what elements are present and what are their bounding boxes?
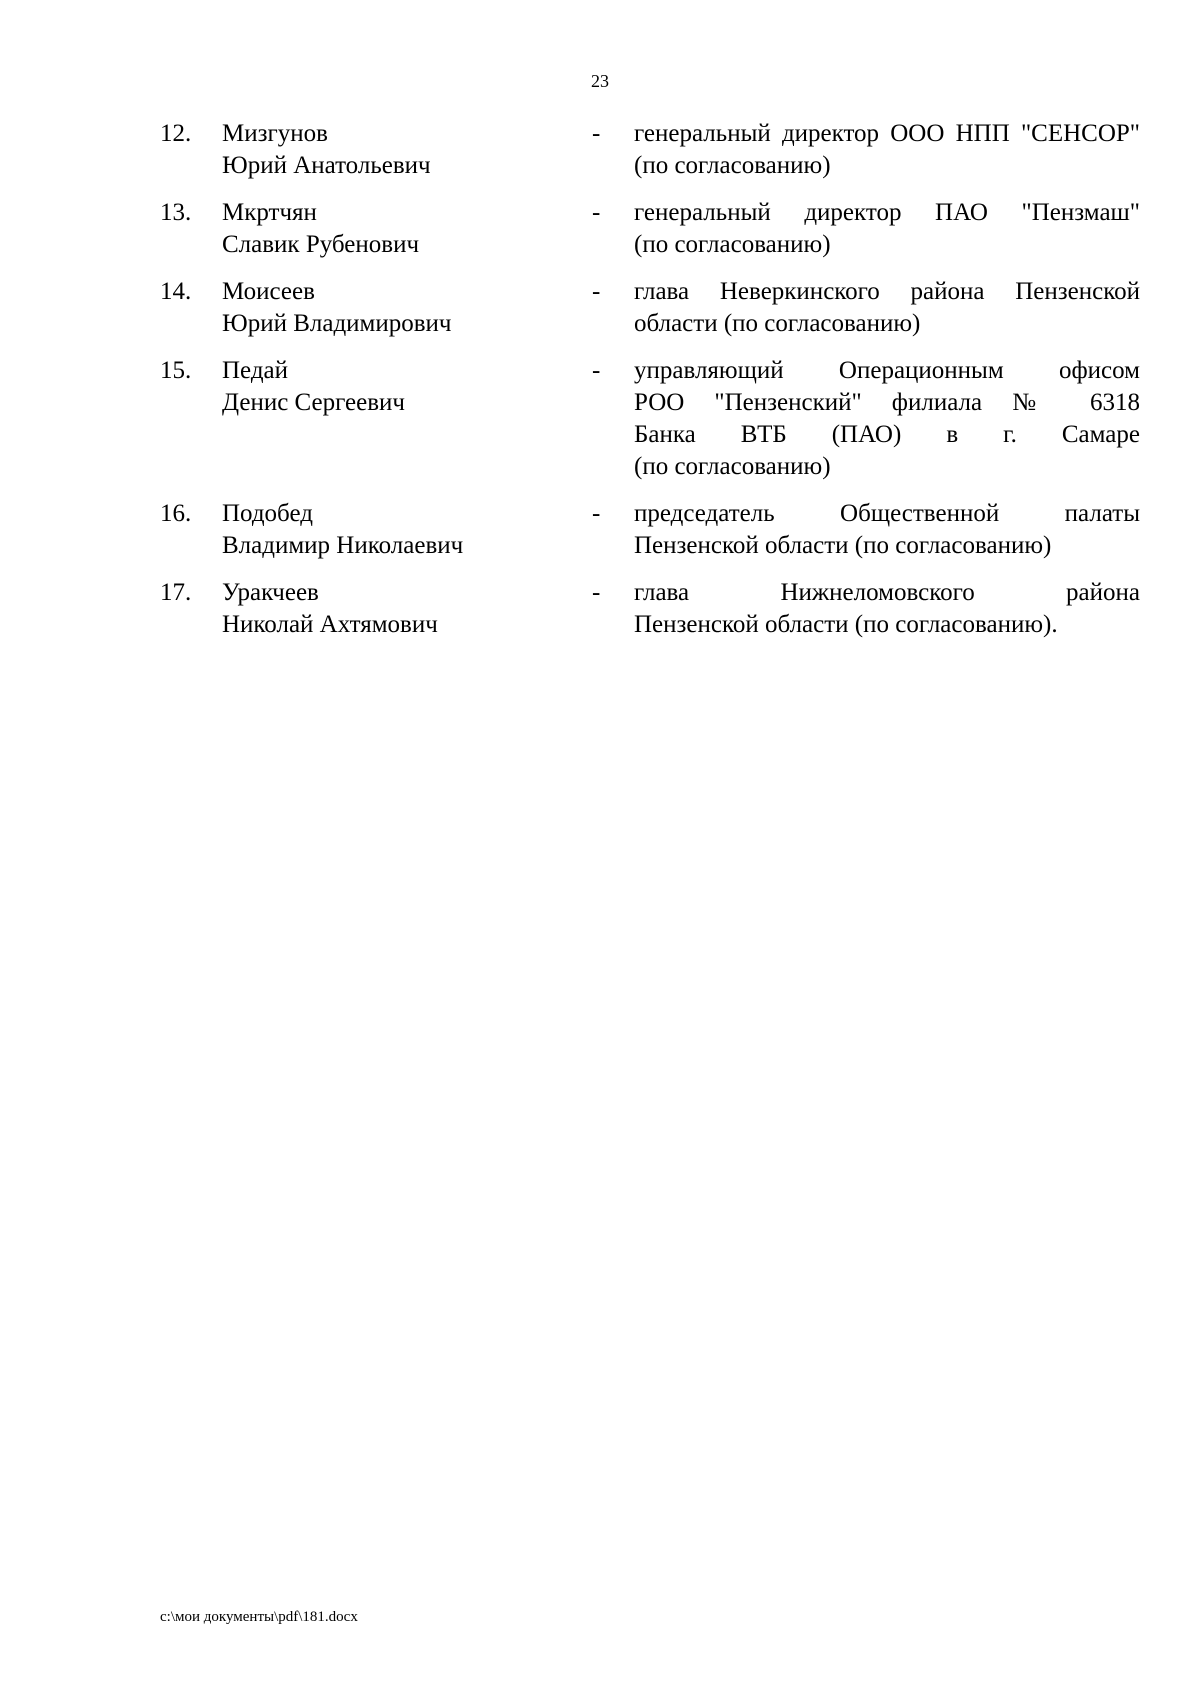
separator-dash: - <box>592 500 601 527</box>
list-item <box>160 498 1140 562</box>
list-item <box>160 276 1140 340</box>
role-line: (по согласованию) <box>634 152 831 179</box>
member-given-names: Денис Сергеевич <box>222 389 406 416</box>
member-given-names: Славик Рубенович <box>222 231 420 258</box>
member-name <box>222 577 592 641</box>
member-name <box>222 197 592 261</box>
role-line: (по согласованию) <box>634 453 831 480</box>
member-list <box>160 118 1140 656</box>
member-name <box>222 498 592 562</box>
role-line: управляющий Операционным офисом <box>634 357 1140 384</box>
member-role <box>634 118 1140 182</box>
role-line: Пензенской области (по согласованию) <box>634 532 1052 559</box>
member-role <box>634 197 1140 261</box>
member-surname: Подобед <box>222 500 313 527</box>
separator-dash: - <box>592 579 601 606</box>
list-item <box>160 118 1140 182</box>
member-given-names: Юрий Анатольевич <box>222 152 431 179</box>
role-line: генеральный директор ООО НПП "СЕНСОР" <box>634 120 1140 147</box>
member-surname: Моисеев <box>222 278 315 305</box>
role-line: (по согласованию) <box>634 231 831 258</box>
page-number: 23 <box>591 71 609 91</box>
member-role <box>634 498 1140 562</box>
role-line: глава Нижнеломовского района <box>634 579 1140 606</box>
item-number: 14. <box>160 278 192 305</box>
member-name <box>222 118 592 182</box>
member-given-names: Николай Ахтямович <box>222 611 438 638</box>
role-line: генеральный директор ПАО "Пензмаш" <box>634 199 1140 226</box>
member-given-names: Владимир Николаевич <box>222 532 464 559</box>
member-given-names: Юрий Владимирович <box>222 310 452 337</box>
member-name <box>222 355 592 419</box>
footer-file-path: c:\мои документы\pdf\181.docx <box>160 1609 358 1625</box>
member-surname: Уракчеев <box>222 579 319 606</box>
member-role <box>634 355 1140 483</box>
separator-dash: - <box>592 120 601 147</box>
role-line: области (по согласованию) <box>634 310 921 337</box>
member-role <box>634 276 1140 340</box>
role-line: Пензенской области (по согласованию). <box>634 611 1058 638</box>
item-number: 16. <box>160 500 192 527</box>
role-line: Банка ВТБ (ПАО) в г. Самаре <box>634 421 1140 448</box>
role-line: председатель Общественной палаты <box>634 500 1140 527</box>
item-number: 17. <box>160 579 192 606</box>
separator-dash: - <box>592 278 601 305</box>
separator-dash: - <box>592 199 601 226</box>
member-surname: Мкртчян <box>222 199 317 226</box>
separator-dash: - <box>592 357 601 384</box>
item-number: 12. <box>160 120 192 147</box>
list-item <box>160 577 1140 641</box>
list-item <box>160 355 1140 483</box>
member-name <box>222 276 592 340</box>
member-role <box>634 577 1140 641</box>
role-line: РОО "Пензенский" филиала № 6318 <box>634 389 1140 416</box>
member-surname: Педай <box>222 357 289 384</box>
item-number: 15. <box>160 357 192 384</box>
role-line: глава Неверкинского района Пензенской <box>634 278 1140 305</box>
list-item <box>160 197 1140 261</box>
member-surname: Мизгунов <box>222 120 328 147</box>
item-number: 13. <box>160 199 192 226</box>
